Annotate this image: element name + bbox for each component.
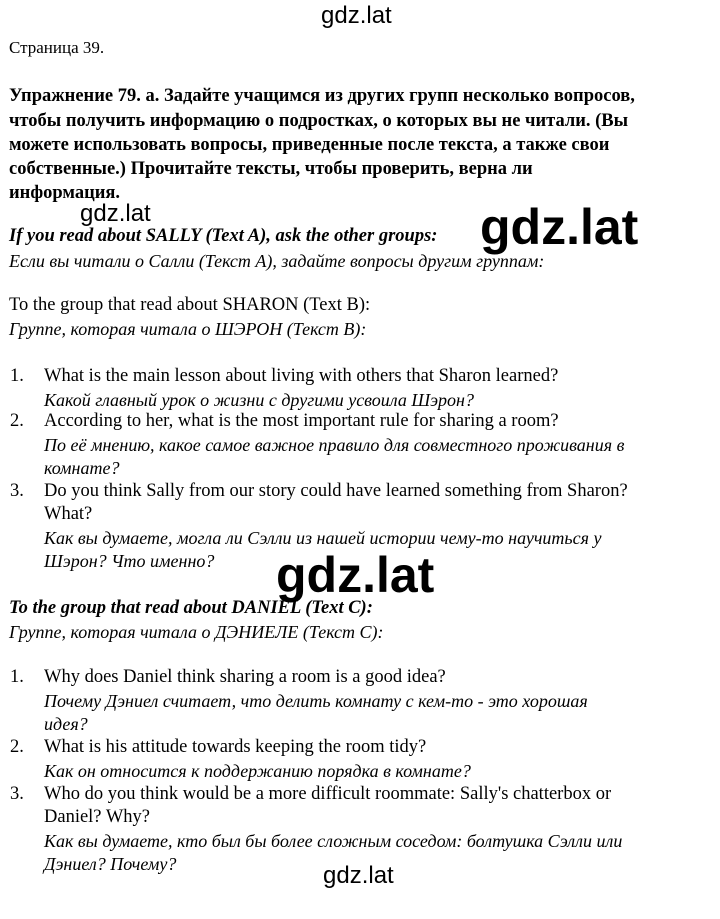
sally-heading-ru: Если вы читали о Салли (Текст А), задайте вопросы другим группам: xyxy=(9,251,545,271)
daniel-q1-ru-line-1: Почему Дэниел считает, что делить комнату с кем-то - это хорошая xyxy=(44,691,588,711)
sharon-q3-en-line-2: What? xyxy=(44,504,93,524)
sharon-q1-ru: Какой главный урок о жизни с другими усвоила Шэрон? xyxy=(44,390,474,410)
daniel-heading-ru: Группе, которая читала о ДЭНИЕЛЕ (Текст С): xyxy=(9,622,384,642)
daniel-q1-ru-line-2: идея? xyxy=(44,714,88,734)
watermark-top: gdz.lat xyxy=(321,2,392,29)
daniel-q1-number: 1. xyxy=(10,667,24,687)
exercise-line-1: Упражнение 79. а. Задайте учащимся из других групп несколько вопросов, xyxy=(9,86,635,106)
daniel-q3-ru-line-2: Дэниел? Почему? xyxy=(44,854,177,874)
sharon-heading-ru: Группе, которая читала о ШЭРОН (Текст В): xyxy=(9,319,367,339)
daniel-q1-en: Why does Daniel think sharing a room is a good idea? xyxy=(44,667,446,687)
sharon-q3-en-line-1: Do you think Sally from our story could have learned something from Sharon? xyxy=(44,481,628,501)
daniel-q2-en: What is his attitude towards keeping the room tidy? xyxy=(44,737,427,757)
daniel-q3-en-line-1: Who do you think would be a more difficult roommate: Sally's chatterbox or xyxy=(44,784,612,804)
daniel-heading-en: To the group that read about DANIEL (Text C): xyxy=(9,598,373,618)
daniel-q3-en-line-2: Daniel? Why? xyxy=(44,807,150,827)
sharon-q2-ru-line-2: комнате? xyxy=(44,458,120,478)
exercise-line-5: информация. xyxy=(9,183,121,203)
daniel-q3-number: 3. xyxy=(10,784,24,804)
page-label: Страница 39. xyxy=(9,38,105,57)
sharon-q1-en: What is the main lesson about living with others that Sharon learned? xyxy=(44,366,559,386)
sharon-q2-ru-line-1: По её мнению, какое самое важное правило для совместного проживания в xyxy=(44,435,625,455)
watermark-small: gdz.lat xyxy=(80,200,151,227)
watermark-large-2: gdz.lat xyxy=(276,547,435,603)
sally-heading-en: If you read about SALLY (Text A), ask the other groups: xyxy=(9,226,438,246)
sharon-heading-en: To the group that read about SHARON (Text B): xyxy=(9,295,371,315)
exercise-line-3: можете использовать вопросы, приведенные после текста, а также свои xyxy=(9,135,610,155)
exercise-line-2: чтобы получить информацию о подростках, о которых вы не читали. (Вы xyxy=(9,111,629,131)
daniel-q3-ru-line-1: Как вы думаете, кто был бы более сложным соседом: болтушка Сэлли или xyxy=(44,831,623,851)
sharon-q2-en: According to her, what is the most important rule for sharing a room? xyxy=(44,411,559,431)
sharon-q1-number: 1. xyxy=(10,366,24,386)
watermark-large-1: gdz.lat xyxy=(480,199,639,255)
sharon-q2-number: 2. xyxy=(10,411,24,431)
sharon-q3-ru-line-2: Шэрон? Что именно? xyxy=(44,551,215,571)
sharon-q3-number: 3. xyxy=(10,481,24,501)
daniel-q2-number: 2. xyxy=(10,737,24,757)
watermark-bottom: gdz.lat xyxy=(323,862,394,889)
sharon-q3-ru-line-1: Как вы думаете, могла ли Сэлли из нашей истории чему-то научиться у xyxy=(44,528,602,548)
daniel-q2-ru: Как он относится к поддержанию порядка в комнате? xyxy=(44,761,471,781)
exercise-line-4: собственные.) Прочитайте тексты, чтобы проверить, верна ли xyxy=(9,159,533,179)
